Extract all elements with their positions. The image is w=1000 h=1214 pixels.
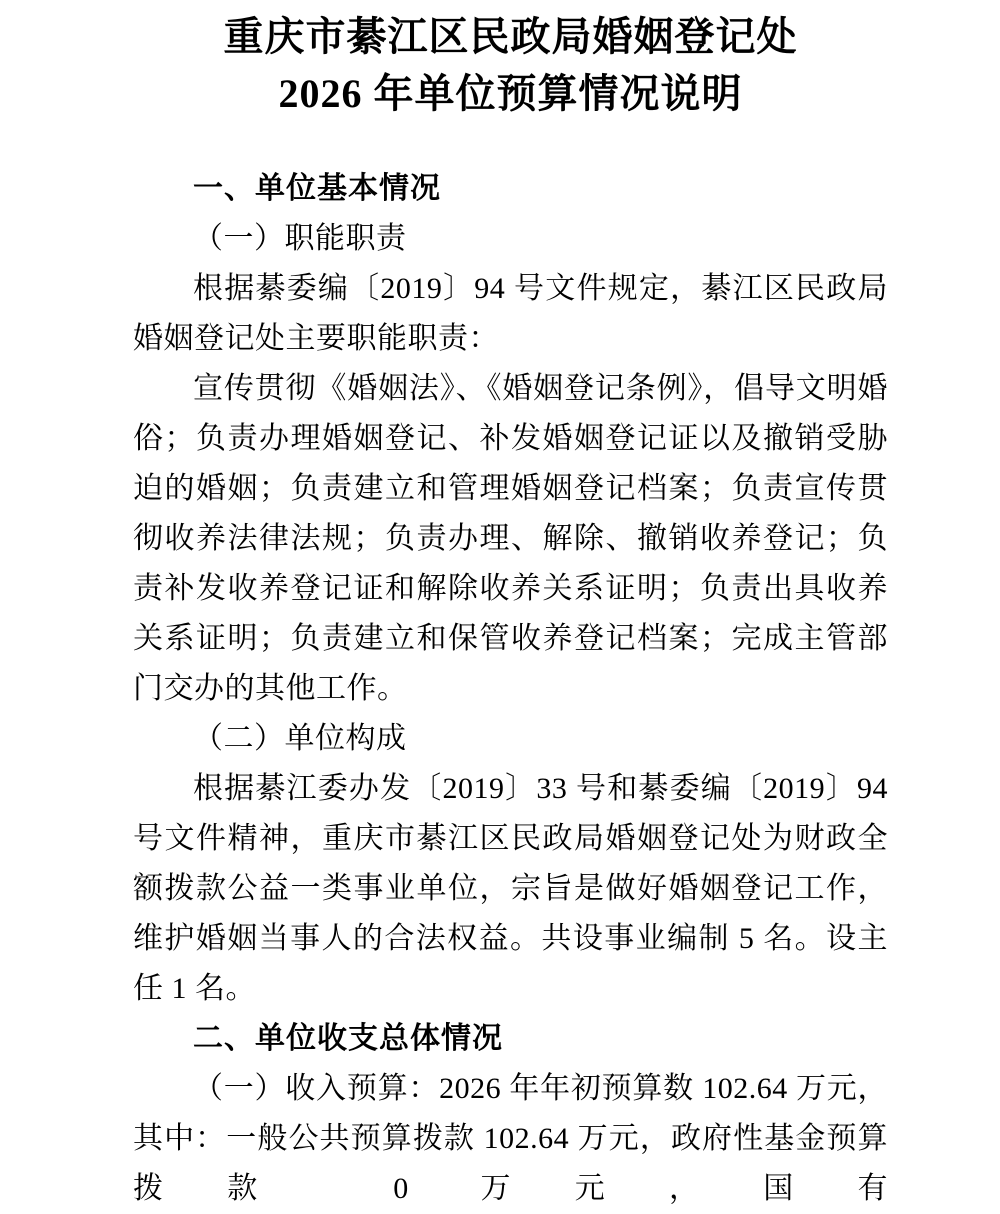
document-content — [133, 0, 888, 1214]
subsection-heading-functions: （一）职能职责 — [193, 222, 407, 255]
paragraph-composition-detail: 根据綦江委办发〔2019〕33 号和綦委编〔2019〕94 号文件精神，重庆市綦江区民政局婚姻登记处为财政全额拨款公益一类事业单位，宗旨是做好婚姻登记工作，维护婚姻当事人的合法权益。共设事业编制 5 名。设主任 1 名。 — [133, 772, 888, 1005]
paragraph-functions-basis: 根据綦委编〔2019〕94 号文件规定，綦江区民政局婚姻登记处主要职能职责： — [133, 272, 888, 355]
subsection-heading-composition: （二）单位构成 — [193, 722, 407, 755]
document-title-line1: 重庆市綦江区民政局婚姻登记处 — [223, 14, 798, 59]
section-heading-basic-info: 一、单位基本情况 — [193, 172, 441, 205]
document-title-line2: 2026 年单位预算情况说明 — [278, 71, 743, 116]
document-title — [133, 8, 888, 122]
paragraph-income-budget: （一）收入预算：2026 年年初预算数 102.64 万元，其中：一般公共预算拨款 102.64 万元，政府性基金预算拨款 0 万元，国有 — [133, 1072, 888, 1205]
section-heading-revenue-expenditure: 二、单位收支总体情况 — [193, 1022, 503, 1055]
document-body — [133, 164, 888, 1214]
paragraph-functions-detail: 宣传贯彻《婚姻法》、《婚姻登记条例》，倡导文明婚俗；负责办理婚姻登记、补发婚姻登记证以及撤销受胁迫的婚姻；负责建立和管理婚姻登记档案；负责宣传贯彻收养法律法规；负责办理、解除、撤销收养登记；负责补发收养登记证和解除收养关系证明；负责出具收养关系证明；负责建立和保管收养登记档案；完成主管部门交办的其他工作。 — [133, 372, 888, 705]
